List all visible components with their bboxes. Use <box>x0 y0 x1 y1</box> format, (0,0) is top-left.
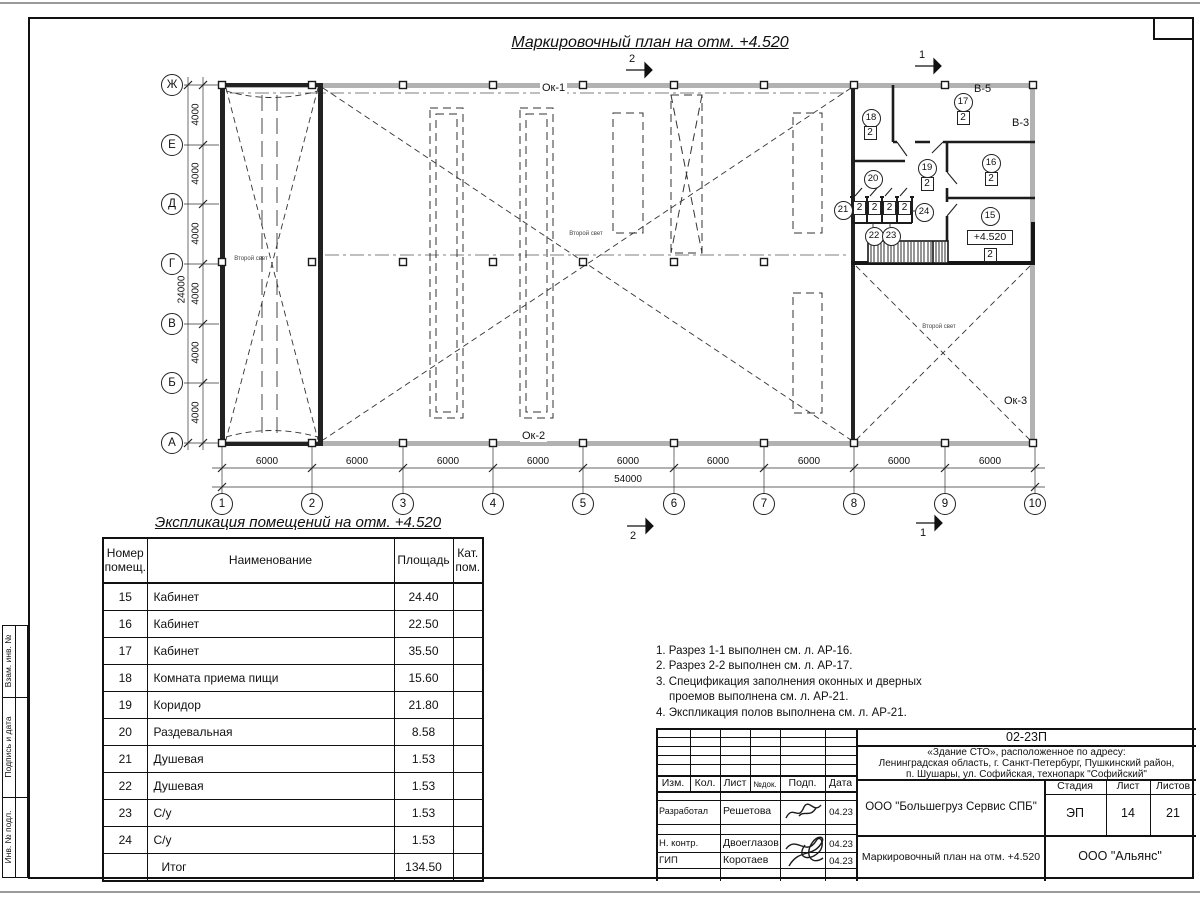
room-bubble-19: 19 <box>918 159 937 178</box>
tb-role-ncontrol: Н. контр. <box>659 838 699 849</box>
room-bubble-22: 22 <box>865 227 884 246</box>
axis-row-b: Б <box>161 372 183 394</box>
dim-4000: 4000 <box>190 401 202 424</box>
tb-sheet-label: Лист <box>1116 780 1140 792</box>
section-2-bottom: 2 <box>630 530 637 542</box>
axis-col-1: 1 <box>211 493 233 515</box>
level-mark: +4.520 <box>967 230 1013 245</box>
dim-4000: 4000 <box>190 282 202 305</box>
room-bubble-16: 16 <box>982 154 1001 173</box>
tb-stage-label: Стадия <box>1057 780 1093 792</box>
dim-4000: 4000 <box>190 103 202 126</box>
dim-6000: 6000 <box>526 456 550 467</box>
table-row: 20 Раздевальная 8.58 <box>103 719 483 746</box>
margin-label-podpis: Подпись и дата <box>3 716 13 778</box>
room-schedule-table <box>102 537 484 882</box>
tb-date-gip: 04.23 <box>829 856 853 867</box>
dim-54000: 54000 <box>614 474 642 485</box>
category-box-24: 2 <box>898 201 911 215</box>
section-1-bottom: 1 <box>920 527 927 539</box>
dim-6000: 6000 <box>978 456 1002 467</box>
col-header-name: Наименование <box>147 538 394 583</box>
margin-label-vzam: Взам. инв. № <box>3 634 13 688</box>
dim-4000: 4000 <box>190 341 202 364</box>
window-label-ok1: Ок-1 <box>542 82 566 94</box>
category-box-18: 2 <box>864 126 877 140</box>
tb-date-ncontrol: 04.23 <box>829 839 853 850</box>
room-bubble-24: 24 <box>915 203 934 222</box>
tb-col-data: Дата <box>828 777 853 789</box>
axis-row-e: Е <box>161 134 183 156</box>
category-box-23: 2 <box>883 201 896 215</box>
tb-drawing-title: Маркировочный план на отм. +4.520 <box>861 851 1041 863</box>
room-bubble-20: 20 <box>864 170 883 189</box>
equipment-outlines <box>430 95 822 418</box>
category-box-15: 2 <box>984 248 997 262</box>
tb-col-podp: Подп. <box>788 777 817 789</box>
tb-address-line3: п. Шушары, ул. Софийская, технопарк "Софийский" <box>906 769 1147 780</box>
room-bubble-21: 21 <box>834 201 853 220</box>
dim-6000: 6000 <box>255 456 279 467</box>
axis-row-zh: Ж <box>161 74 183 96</box>
tb-name-gip: Коротаев <box>723 854 769 866</box>
dim-4000: 4000 <box>190 162 202 185</box>
category-box-19: 2 <box>921 177 934 191</box>
note-1: 1. Разрез 1-1 выполнен см. л. АР-16. <box>656 645 853 657</box>
section-2-top: 2 <box>629 53 636 65</box>
axis-col-3: 3 <box>392 493 414 515</box>
axis-col-6: 6 <box>663 493 685 515</box>
signatures <box>786 804 823 866</box>
staircase <box>868 241 948 263</box>
tb-sheet-value: 14 <box>1121 806 1135 820</box>
tb-sheets-value: 21 <box>1166 806 1180 820</box>
tb-col-izm: Изм. <box>661 777 685 789</box>
category-box-22: 2 <box>868 201 881 215</box>
tb-role-gip: ГИП <box>659 855 678 866</box>
axis-row-a: А <box>161 432 183 454</box>
dim-6000: 6000 <box>616 456 640 467</box>
tb-name-developer: Решетова <box>723 805 772 817</box>
dimension-lines-bottom <box>212 446 1045 493</box>
dim-6000: 6000 <box>887 456 911 467</box>
tb-org: ООО "Большегруз Сервис СПБ" <box>865 801 1037 813</box>
dim-6000: 6000 <box>797 456 821 467</box>
axis-col-7: 7 <box>753 493 775 515</box>
note-2: 2. Разрез 2-2 выполнен см. л. АР-17. <box>656 660 853 673</box>
room-bubble-17: 17 <box>954 93 973 112</box>
second-light-note: Второй свет <box>234 256 268 262</box>
tb-sheets-label: Листов <box>1155 780 1191 792</box>
table-row: 16 Кабинет 22.50 <box>103 611 483 638</box>
axis-row-d: Д <box>161 193 183 215</box>
axis-row-v: В <box>161 313 183 335</box>
dim-24000: 24000 <box>176 275 188 304</box>
tb-name-ncontrol: Двоеглазов <box>723 837 779 849</box>
window-label-ok2: Ок-2 <box>522 430 546 442</box>
note-4: 4. Экспликация полов выполнена см. л. АР-21. <box>656 706 907 719</box>
tb-col-ndoc: №док. <box>753 780 777 789</box>
category-box-17: 2 <box>957 111 970 125</box>
room-bubble-15: 15 <box>981 207 1000 226</box>
category-box-16: 2 <box>985 172 998 186</box>
dim-4000: 4000 <box>190 222 202 245</box>
tb-address-line1: «Здание СТО», расположенное по адресу: <box>927 747 1126 758</box>
col-header-num: Номер помещ. <box>103 538 147 583</box>
vent-label-v5: В-5 <box>974 83 992 95</box>
table-row: 19 Коридор 21.80 <box>103 692 483 719</box>
axis-row-g: Г <box>161 253 183 275</box>
note-3: 3. Спецификация заполнения оконных и дверных проемов выполнена см. л. АР-21. <box>656 675 922 704</box>
axis-col-10: 10 <box>1024 493 1046 515</box>
room-bubble-18: 18 <box>862 109 881 128</box>
void-vertical-dashes <box>262 95 277 433</box>
axis-col-5: 5 <box>572 493 594 515</box>
tb-col-kol: Кол. <box>694 777 716 789</box>
notes-list <box>656 644 924 721</box>
dim-6000: 6000 <box>436 456 460 467</box>
axis-col-9: 9 <box>934 493 956 515</box>
dimension-lines-left <box>184 77 219 450</box>
axis-col-8: 8 <box>843 493 865 515</box>
dim-6000: 6000 <box>706 456 730 467</box>
tb-stage-value: ЭП <box>1066 806 1084 820</box>
exterior-walls <box>220 83 1035 446</box>
second-light-note: Второй свет <box>922 324 956 330</box>
plan-title: Маркировочный план на отм. +4.520 <box>511 34 789 51</box>
axis-col-4: 4 <box>482 493 504 515</box>
section-1-top: 1 <box>919 49 926 61</box>
tb-role-developer: Разработал <box>659 806 708 816</box>
tb-org2: ООО "Альянс" <box>1078 849 1162 863</box>
col-header-area: Площадь <box>394 538 453 583</box>
window-label-ok3: Ок-3 <box>1004 395 1028 407</box>
table-row: 23 С/у 1.53 <box>103 800 483 827</box>
tb-address-line2: Ленинградская область, г. Санкт-Петербург, Пушкинский район, <box>878 758 1175 769</box>
table-row: 24 С/у 1.53 <box>103 827 483 854</box>
tb-doc-number: 02-23П <box>1006 730 1047 744</box>
table-row: 18 Комната приема пищи 15.60 <box>103 665 483 692</box>
table-title: Экспликация помещений на отм. +4.520 <box>154 514 442 531</box>
tb-col-list: Лист <box>723 777 747 789</box>
table-row: 22 Душевая 1.53 <box>103 773 483 800</box>
table-row: 15 Кабинет 24.40 <box>103 583 483 611</box>
tb-date-developer: 04.23 <box>829 807 853 818</box>
table-row: 17 Кабинет 35.50 <box>103 638 483 665</box>
vent-label-v3: В-3 <box>1012 117 1030 129</box>
table-total-row: Итог 134.50 <box>103 854 483 882</box>
dim-6000: 6000 <box>345 456 369 467</box>
second-light-note: Второй свет <box>569 231 603 237</box>
col-header-cat: Кат. пом. <box>453 538 483 583</box>
room-bubble-23: 23 <box>882 227 901 246</box>
category-box-21: 2 <box>853 201 866 215</box>
margin-label-inv: Инв. № подл. <box>3 810 13 864</box>
axis-col-2: 2 <box>301 493 323 515</box>
table-row: 21 Душевая 1.53 <box>103 746 483 773</box>
